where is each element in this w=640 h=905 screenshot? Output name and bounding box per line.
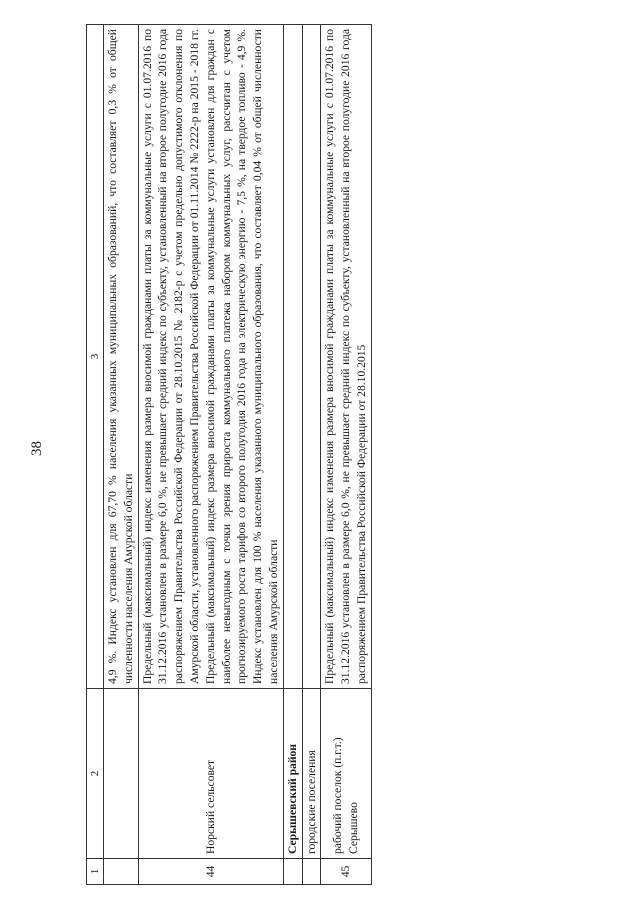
table-row-44 — [138, 25, 283, 885]
settlement-type: городские поселения — [302, 689, 321, 859]
header-col-2: 2 — [87, 689, 104, 859]
rotated-page-content — [86, 0, 506, 905]
municipality-name: рабочий поселок (п.г.т.) Серышево — [321, 689, 371, 859]
continuation-text: 4,9 %. Индекс установлен для 67,70 % населения указанных муниципальных образований, что составляет 0,3 % от общей численности населения Амурской области — [104, 25, 139, 689]
header-col-1: 1 — [87, 859, 104, 885]
index-description: Предельный (максимальный) индекс изменения размера вносимой гражданами платы за коммунальные услуги с 01.07.2016 по 31.12.2016 установлен в размере 6,0 %, не превышает средний индекс по субъекту, установленный на второе полугодие 2016 года распоряжением Правительства Российской Федерации от 28.10.2015 № 2182-р с учетом предельно допустимого отклонения по Амурской области, установленного распоряжением Правительства Российской Федерации от 01.11.2014 № 2222-р на 2015 - 2018 гг. Предельный (максимальный) индекс размера вносимой гражданами платы за коммунальные услуги установлен для граждан с наиболее невыгодным с точки зрения прироста коммунального платежа набором коммунальных услуг, рассчитан с учетом прогнозируемого роста тарифов со второго полугодия 2016 года на электрическую энергию - 7,5 %, на твердое топливо - 4,9 %. Индекс установлен для 100 % населения указанного муниципального образования, что составляет 0,04 % от общей численности населения Амурской области — [138, 25, 283, 689]
table-row-continuation — [104, 25, 139, 885]
row-number: 45 — [321, 859, 371, 885]
table-header-row — [87, 25, 104, 885]
row-number: 44 — [138, 859, 283, 885]
district-name: Серышевский район — [283, 689, 302, 859]
index-description: Предельный (максимальный) индекс изменения размера вносимой гражданами платы за коммунальные услуги с 01.07.2016 по 31.12.2016 установлен в размере 6,0 %, не превышает средний индекс по субъекту, установленный на второе полугодие 2016 года распоряжением Правительства Российской Федерации от 28.10.2015 — [321, 25, 371, 689]
table-row-subheading — [302, 25, 321, 885]
page-number: 38 — [29, 441, 45, 456]
municipality-name: Норский сельсовет — [138, 689, 283, 859]
header-col-3: 3 — [87, 25, 104, 689]
table-row-45 — [321, 25, 371, 885]
document-table — [86, 24, 372, 885]
table-row-district — [283, 25, 302, 885]
